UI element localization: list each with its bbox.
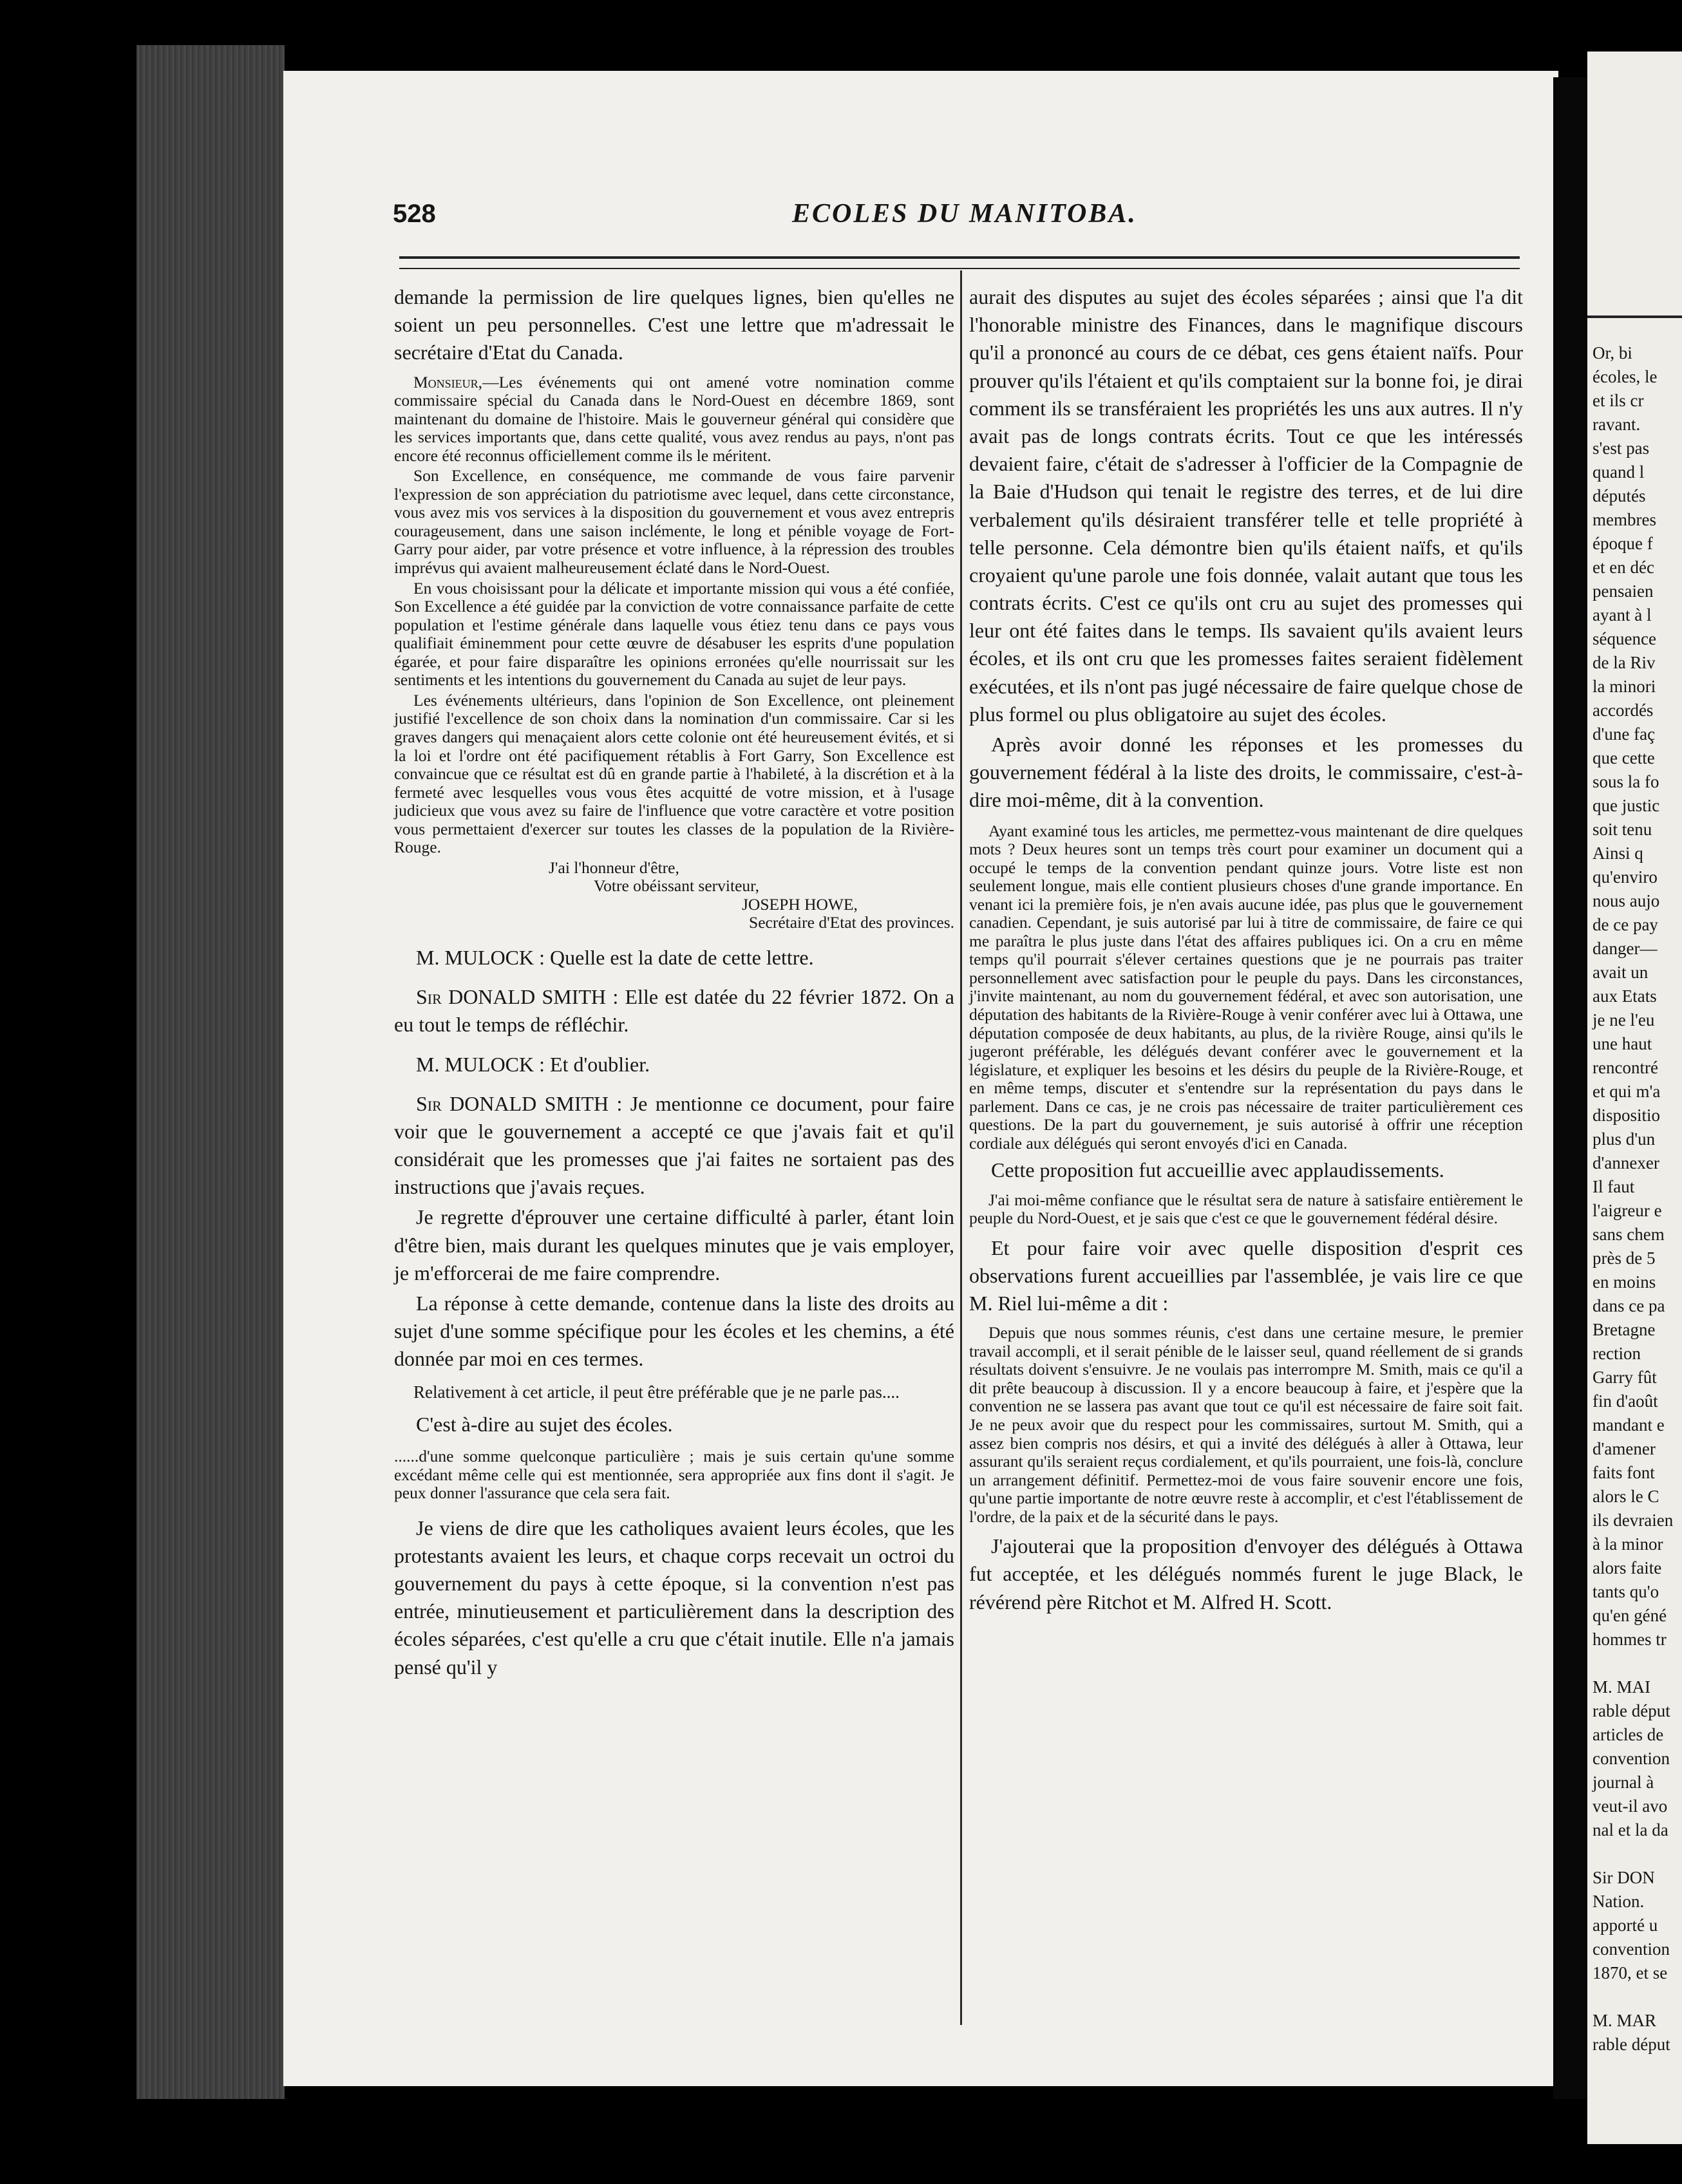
adjacent-page-line: mandant e — [1592, 1415, 1665, 1435]
dialogue-line — [394, 1051, 954, 1078]
signature-name: JOSEPH HOWE, — [742, 894, 858, 914]
adjacent-page-line: hommes tr — [1592, 1630, 1667, 1649]
adjacent-page-line: sans chem — [1592, 1225, 1665, 1244]
left-column — [394, 283, 954, 1684]
letter-closing — [394, 859, 954, 932]
body-paragraph: J'ajouterai que la proposition d'envoyer des délégués à Ottawa fut acceptée, et les délégués nommés furent le juge Black, le révérend père Ritchot et M. Alfred H. Scott. — [969, 1534, 1523, 1614]
letter-paragraph: Son Excellence, en conséquence, me commande de vous faire parvenir l'expression de son appréciation du patriotisme avec lequel, dans cette circonstance, vous avez mis vos services à la disposition du gouvernement et vous avez entrepris courageusement, dans une saison inclémente, le long et pénible voyage de Fort-Garry pour aider, par votre présence et votre influence, à la répression des troubles imprévus qui avaient malheureusement éclaté dans le Nord-Ouest. — [394, 466, 954, 578]
adjacent-page-line: journal à — [1592, 1773, 1654, 1792]
adjacent-page-line: Garry fût — [1592, 1368, 1657, 1387]
letter-paragraph: En vous choisissant pour la délicate et importante mission qui vous a été confiée, Son Excellence a été guidée par la conviction de votre connaissance parfaite de cette population et l'estime générale dans laquelle vous étiez tenu dans ce pays vous qualifiait éminemment pour cette œuvre de désabuser les esprits d'une population égarée, et pour faire disparaître les opinions erronées qu'elle nourrissait sur les sentiments et les intentions du gouvernement du Canada au sujet de leur pays. — [394, 578, 954, 690]
adjacent-page-line: d'une faç — [1592, 724, 1656, 744]
adjacent-page-line: Sir DON — [1592, 1868, 1655, 1887]
adjacent-page-line: faits font — [1592, 1463, 1655, 1482]
adjacent-page-line: ravant. — [1592, 415, 1641, 434]
adjacent-page-line: Or, bi — [1592, 343, 1632, 362]
adjacent-page-line: Ainsi q — [1592, 843, 1643, 863]
adjacent-page-line: écoles, le — [1592, 367, 1658, 386]
adjacent-page-line: dans ce pa — [1592, 1296, 1665, 1315]
adjacent-page-line: que justic — [1592, 796, 1660, 815]
speaker-name: Sir DONALD SMITH : — [416, 1091, 623, 1115]
speaker-name: M. MULOCK : — [416, 945, 545, 969]
closing-line: J'ai l'honneur d'être, — [549, 858, 679, 877]
speech-text: Et d'oublier. — [545, 1052, 650, 1076]
adjacent-page-line: une haut — [1592, 1034, 1652, 1053]
adjacent-page-line: membres — [1592, 510, 1656, 529]
adjacent-page-line: tants qu'o — [1592, 1582, 1659, 1601]
body-paragraph: Je regrette d'éprouver une certaine difficulté à parler, étant loin d'être bien, mais durant les quelques minutes que je vais employer, je m'efforcerai de me faire comprendre. — [394, 1205, 954, 1285]
adjacent-page-line: que cette — [1592, 748, 1655, 767]
adjacent-page-line: d'amener — [1592, 1439, 1656, 1458]
page-header — [283, 193, 1558, 245]
closing-line: Votre obéissant serviteur, — [594, 876, 759, 896]
adjacent-page-line: députés — [1592, 486, 1646, 505]
adjacent-page-line: M. MAR — [1592, 2011, 1657, 2030]
signature-title: Secrétaire d'Etat des provinces. — [749, 913, 954, 932]
adjacent-page-line: Bretagne — [1592, 1320, 1656, 1339]
body-paragraph: Je viens de dire que les catholiques avaient leurs écoles, que les protestants avaient les leurs, et chaque corps recevait un octroi du gouvernement du pays à cette époque, si la convention n'est pas entrée, minutieusement et particulièrement dans la description des écoles séparées, c'est qu'elle a cru que c'était inutile. Elle n'a jamais pensé qu'il y — [394, 1516, 954, 1679]
adjacent-page-line: soit tenu — [1592, 820, 1652, 839]
adjacent-page-line: et qui m'a — [1592, 1082, 1661, 1101]
adjacent-page-line: articles de — [1592, 1725, 1664, 1744]
adjacent-page-line: rable déput — [1592, 2035, 1670, 2054]
adjacent-page-line: accordés — [1592, 701, 1654, 720]
adjacent-page-line: à la minor — [1592, 1534, 1663, 1554]
letter-paragraph — [394, 373, 954, 466]
adjacent-page-line — [1592, 1985, 1673, 2009]
adjacent-page-line: danger— — [1592, 939, 1658, 958]
adjacent-page-line: près de 5 — [1592, 1248, 1656, 1268]
adjacent-page-line: Nation. — [1592, 1892, 1645, 1911]
adjacent-page-line: rection — [1592, 1344, 1641, 1363]
header-double-rule — [399, 256, 1520, 269]
dialogue-line — [394, 983, 954, 1039]
adjacent-page-line: M. MAI — [1592, 1677, 1651, 1697]
adjacent-page-line: et en déc — [1592, 558, 1654, 577]
adjacent-page-line: quand l — [1592, 462, 1645, 482]
adjacent-page-line: d'annexer — [1592, 1153, 1659, 1172]
adjacent-page-line: alors le C — [1592, 1487, 1659, 1506]
adjacent-page-line: s'est pas — [1592, 438, 1650, 458]
adjacent-page-line: la minori — [1592, 677, 1656, 696]
adjacent-page-line — [1592, 1652, 1673, 1675]
speech-text: Je mentionne ce document, pour faire voir que le gouvernement a accepté ce que j'avais fait et qu'il considérait que les promesses que j'ai faites ne sortaient pas des instructions que j'avais reçues. — [394, 1091, 955, 1199]
adjacent-page-line: dispositio — [1592, 1106, 1661, 1125]
adjacent-page-line: fin d'août — [1592, 1391, 1658, 1411]
adjacent-page-line: qu'en géné — [1592, 1606, 1667, 1625]
adjacent-page-line: alors faite — [1592, 1558, 1662, 1577]
adjacent-page — [1587, 52, 1682, 2144]
adjacent-page-line: sous la fo — [1592, 772, 1659, 791]
body-paragraph: aurait des disputes au sujet des écoles séparées ; ainsi que l'a dit l'honorable ministre des Finances, dans le magnifique discours qu'il a prononcé au cours de ce débat, ces gens étaient naïfs. Pour prouver qu'ils l'étaient et qu'ils comptaient sur la bonne foi, je dirai comment ils se transféraient les propriétés les uns aux autres. Il n'y avait pas de longs contrats écrits. Tout ce que les intéressés devaient faire, c'était de s'adresser à l'officier de la Compagnie de la Baie d'Hudson qui tenait le registre des terres, et de lui dire verbalement qu'ils désiraient transférer telle et telle propriété à telle personne. Cela démontre bien qu'ils étaient naïfs, et qu'ils croyaient qu'une parole une fois donnée, valait autant que tous les contrats écrits. C'est ce qu'ils ont cru au sujet des promesses qui leur ont été faites dans le temps. Ils savaient qu'ils avaient leurs écoles, et ils ont cru que les promesses faites seraient fidèlement exécutées, et ils n'ont pas jugé nécessaire de faire quelque chose de plus formel ou plus obligatoire au sujet des écoles. — [969, 285, 1523, 726]
quoted-passage: J'ai moi-même confiance que le résultat sera de nature à satisfaire entièrement le peuple du Nord-Ouest, et je sais que c'est ce que le gouvernement fédéral désire. — [969, 1190, 1523, 1228]
adjacent-page-line: apporté u — [1592, 1916, 1658, 1935]
adjacent-page-line: 1870, et se — [1592, 1963, 1668, 1982]
quoted-passage: Depuis que nous sommes réunis, c'est dans une certaine mesure, le premier travail accompli, et il serait pénible de le laisser seul, quand réellement de si grands résultats doivent s'ensuivre. Je ne voulais pas interrompre M. Smith, mais ce qu'il a dit prête beaucoup à discussion. Il y a encore beaucoup à faire, et j'espère que la convention ne se lassera pas avant que tout ce qu'il est nécessaire de faire soit fait. Je ne peux avoir que du respect pour les commissaires, surtout M. Smith, qui a assez bien compris nos désirs, et qui a invité des délégués à aller à Ottawa, leur assurant qu'ils seraient reçus cordialement, et qu'ils pourraient, une fois-là, conclure un arrangement définitif. Permettez-moi de vous faire souvenir encore une fois, qu'une partie importante de notre œuvre reste à accomplir, et c'est l'établissement de l'ordre, de la paix et de la sécurité dans le pays. — [969, 1323, 1523, 1526]
right-column — [969, 283, 1523, 1619]
quoted-passage: ......d'une somme quelconque particulière ; mais je suis certain qu'une somme excédant même celle qui est mentionnée, sera appropriée aux fins dont il s'agit. Je peux donner l'assurance que cela sera fait. — [394, 1447, 954, 1503]
body-paragraph: Cette proposition fut accueillie avec applaudissements. — [991, 1158, 1444, 1182]
adjacent-page-line: séquence — [1592, 629, 1656, 648]
body-paragraph: La réponse à cette demande, contenue dans la liste des droits au sujet d'une somme spécifique pour les écoles et les chemins, a été donnée par moi en ces termes. — [394, 1292, 954, 1371]
adjacent-page-line: et ils cr — [1592, 391, 1644, 410]
adjacent-page-line: nal et la da — [1592, 1820, 1668, 1840]
adjacent-page-line: époque f — [1592, 534, 1653, 553]
letter-paragraph: Les événements ultérieurs, dans l'opinion de Son Excellence, ont pleinement justifié l'excellence de son choix dans la nomination d'un commissaire. Car si les graves dangers qui menaçaient alors cette colonie ont été heureusement évités, et si la loi et l'ordre ont été pacifiquement rétablis à Fort Garry, Son Excellence est convaincue que ce résultat est dû en grande partie à l'habileté, à la discrétion et à la fermeté avec lesquelles vous vous êtes acquitté de votre mission, et à l'usage judicieux que vous avez su faire de l'influence que votre caractère et votre position vous permettaient d'exercer sur toutes les classes de la population de la Rivière-Rouge. — [394, 690, 954, 857]
body-paragraph: Après avoir donné les réponses et les promesses du gouvernement fédéral à la liste des droits, le commissaire, c'est-à-dire moi-même, dit à la convention. — [969, 733, 1523, 812]
adjacent-page-line: rable déput — [1592, 1701, 1670, 1720]
adjacent-page-line: qu'enviro — [1592, 867, 1658, 887]
page-number: 528 — [393, 200, 436, 228]
adjacent-page-line: rencontré — [1592, 1058, 1658, 1077]
letter-text: —Les événements qui ont amené votre nomination comme commissaire spécial du Canada dans le Nord-Ouest en décembre 1869, sont maintenant du domaine de l'histoire. Mais le gouverneur général qui considère que les services importants que, dans cette qualité, vous avez rendus au pays, n'ont pas encore été reconnus officiellement comme ils le méritent. — [394, 372, 954, 465]
adjacent-page-line: convention — [1592, 1939, 1670, 1959]
adjacent-page-line: Il faut — [1592, 1177, 1635, 1196]
adjacent-page-line: de la Riv — [1592, 653, 1656, 672]
speaker-name: Sir DONALD SMITH : — [416, 985, 619, 1009]
adjacent-page-line: de ce pay — [1592, 915, 1658, 934]
body-paragraph: Et pour faire voir avec quelle disposition d'esprit ces observations furent accueillies par l'assemblée, je vais lire ce que M. Riel lui-même a dit : — [969, 1236, 1523, 1315]
adjacent-page-line: convention — [1592, 1749, 1670, 1768]
speaker-name: M. MULOCK : — [416, 1052, 545, 1076]
adjacent-page-line — [1592, 1842, 1673, 1866]
adjacent-page-line: ayant à l — [1592, 605, 1652, 625]
adjacent-page-line: je ne l'eu — [1592, 1010, 1655, 1030]
adjacent-page-line: l'aigreur e — [1592, 1201, 1662, 1220]
intro-paragraph: demande la permission de lire quelques lignes, bien qu'elles ne soient un peu personnelles. C'est une lettre que m'adressait le secrétaire d'Etat du Canada. — [394, 285, 954, 364]
adjacent-page-line: veut-il avo — [1592, 1796, 1668, 1816]
body-paragraph: C'est à-dire au sujet des écoles. — [416, 1412, 673, 1436]
speech-text: Quelle est la date de cette lettre. — [545, 945, 814, 969]
quoted-passage: Ayant examiné tous les articles, me permettez-vous maintenant de dire quelques mots ? Deux heures sont un temps très court pour examiner un document qui a occupé le temps de la convention pendant quinze jours. Votre liste est non seulement longue, mais elle contient plusieurs choses d'une grande importance. En venant ici la première fois, je n'en avais aucune idée, pas plus que le gouvernement canadien. Cependant, je suis autorisé par lui à titre de commissaire, de faire ce qui me paraîtra le plus juste dans l'état des affaires publiques ici. On a cru en même temps qu'il pourrait s'élever certaines questions que je ne pourrais pas traiter personnellement avec satisfaction pour le peuple du pays. Dans les circonstances, j'invite maintenant, au nom du gouvernement fédéral, et avec son autorisation, une députation des habitants de la Rivière-Rouge à venir conférer avec lui à Ottawa, une députation composée de deux habitants, au plus, de la rivière Rouge, ainsi qu'ils le jugeront préférable, les délégués devant conférer avec le gouvernement et la législature, et expliquer les besoins et les désirs du peuple de la Rivière-Rouge, et en même temps, discuter et s'entendre sur la représentation du pays dans le parlement. Dans ce cas, je ne crois pas nécessaire de traiter particulièrement ces questions. De la part du gouvernement, je suis autorisé à offrir une réception cordiale aux délégués qui seront envoyés d'ici en Canada. — [969, 821, 1523, 1153]
adjacent-page-line: aux Etats — [1592, 986, 1657, 1006]
adjacent-page-rule — [1587, 315, 1682, 318]
dialogue-line — [394, 1090, 954, 1201]
quoted-passage: Relativement à cet article, il peut être préférable que je ne parle pas.... — [413, 1382, 900, 1402]
letter-salutation: Monsieur, — [413, 372, 483, 391]
adjacent-page-line: plus d'un — [1592, 1129, 1656, 1149]
dialogue-line — [394, 944, 954, 972]
running-title: ECOLES DU MANITOBA. — [792, 199, 1137, 229]
speech-text: Elle est datée du 22 février 1872. On a eu tout le temps de réfléchir. — [394, 985, 954, 1037]
adjacent-page-line: pensaien — [1592, 581, 1654, 601]
adjacent-page-text — [1592, 341, 1673, 2057]
adjacent-page-line: avait un — [1592, 963, 1649, 982]
adjacent-page-line: ils devraien — [1592, 1511, 1674, 1530]
adjacent-page-line: nous aujo — [1592, 891, 1660, 910]
page-gutter-shadow — [1553, 77, 1589, 2099]
book-spine-edge — [137, 45, 285, 2099]
adjacent-page-line: en moins — [1592, 1272, 1656, 1292]
column-separator — [960, 270, 962, 2025]
